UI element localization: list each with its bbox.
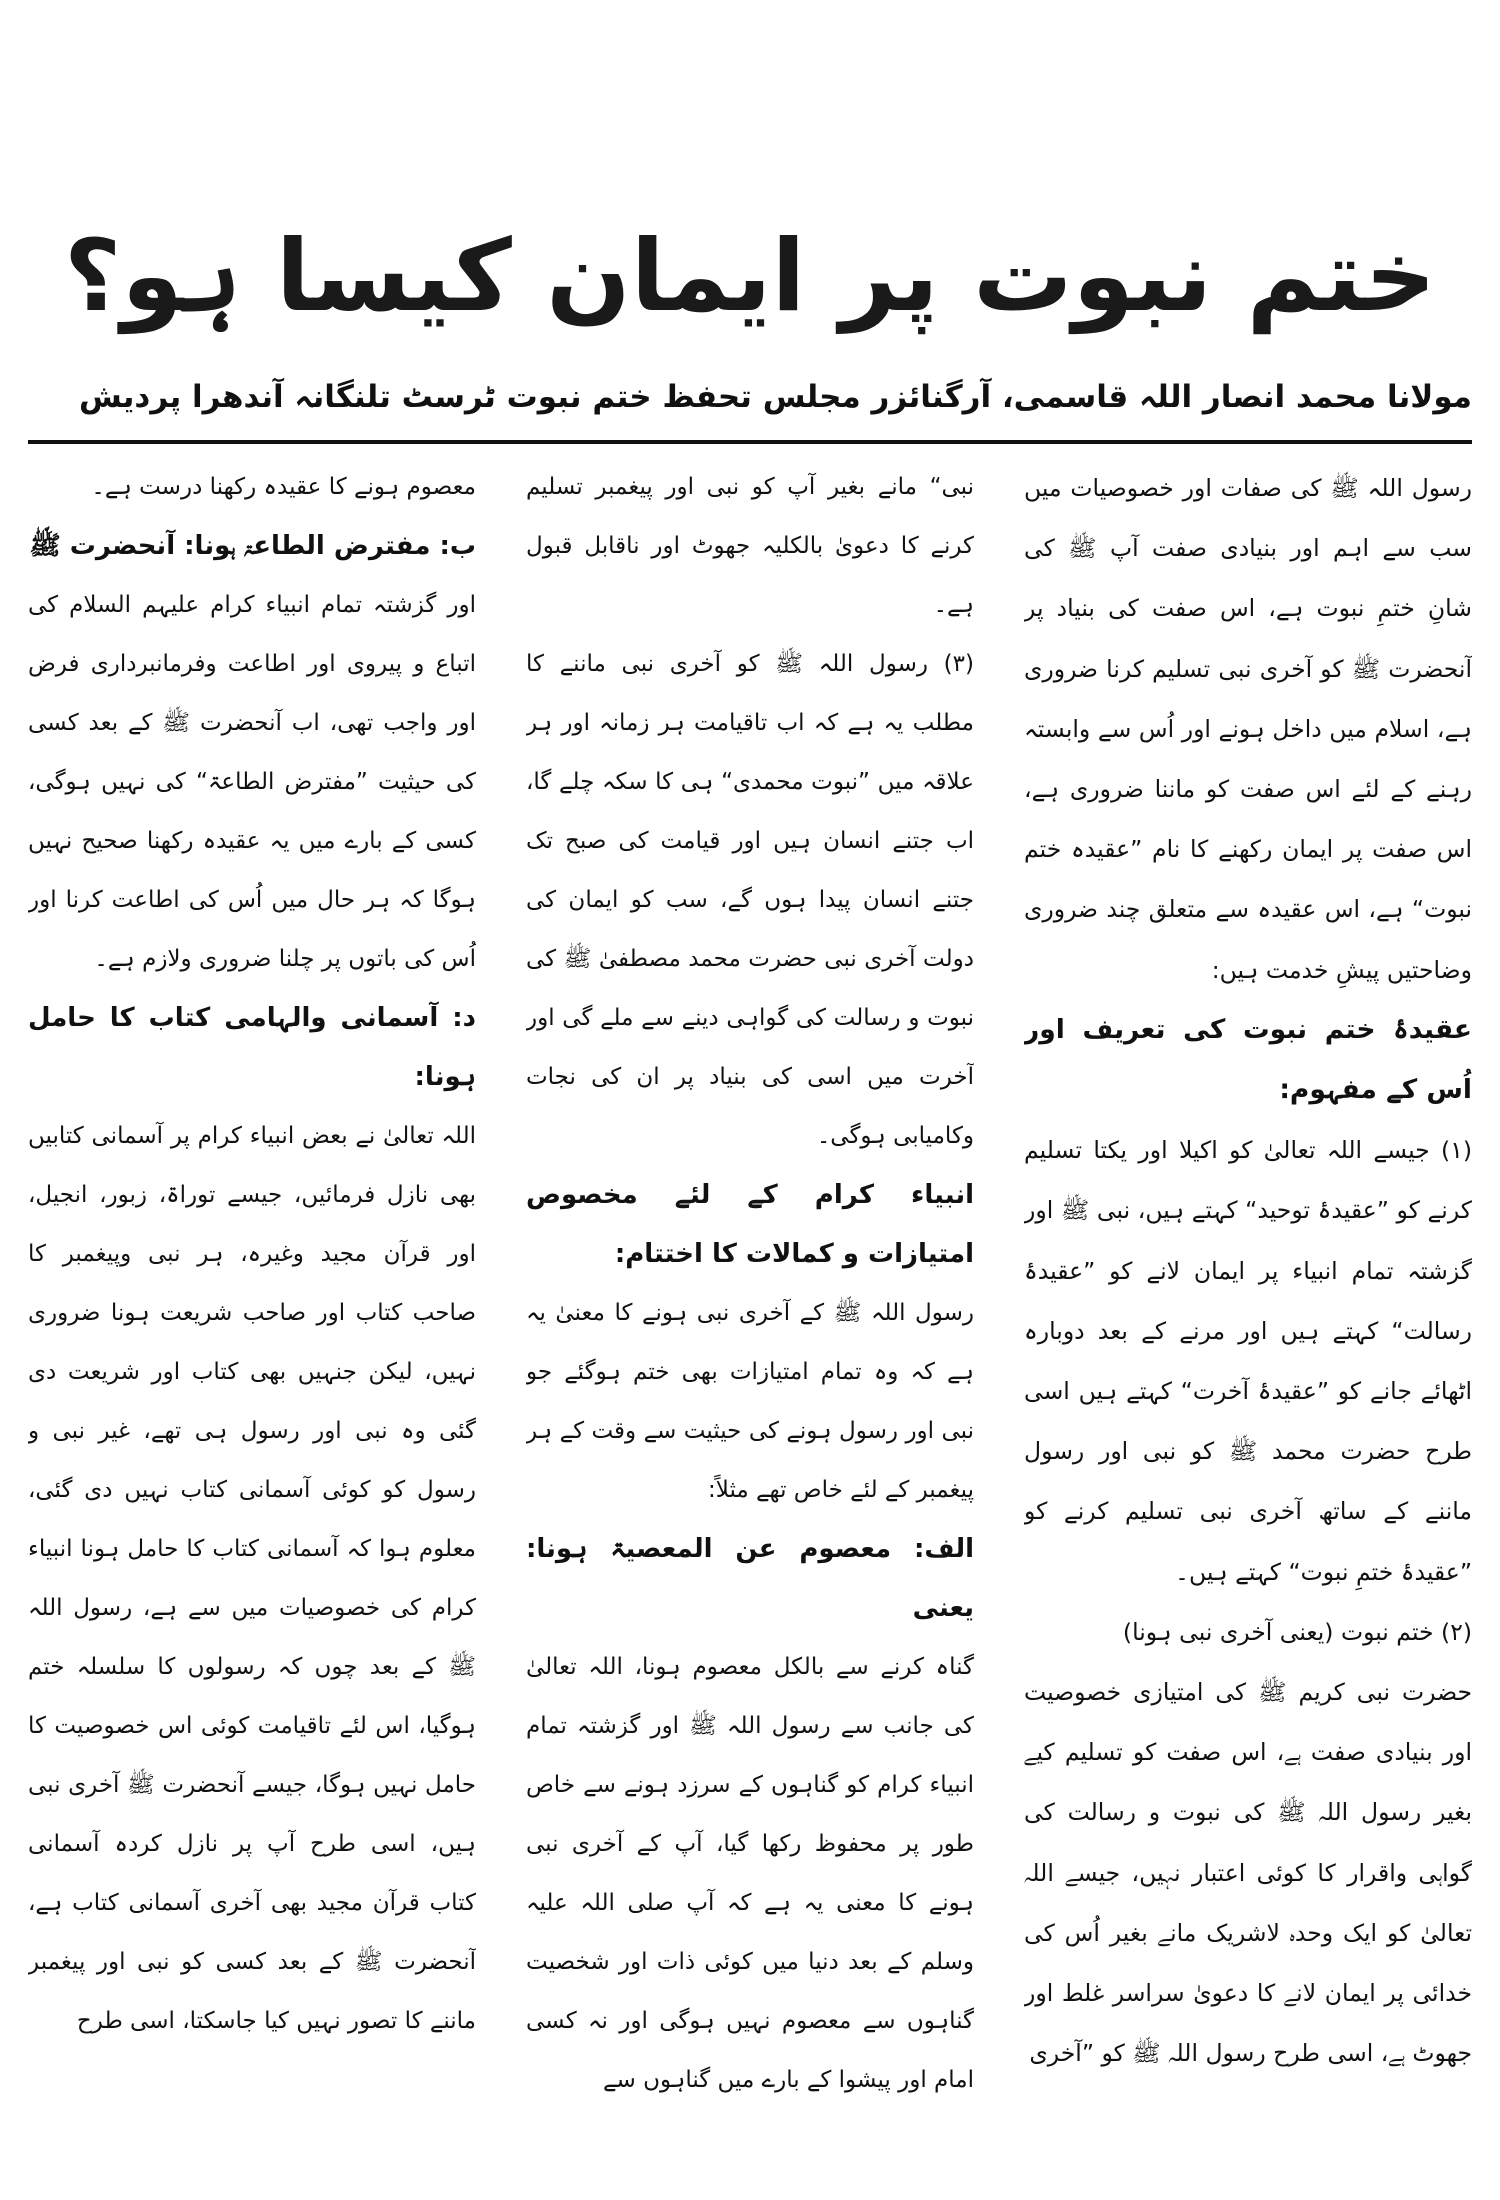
- paragraph: (۳) رسول اللہ ﷺ کو آخری نبی ماننے کا مطلب یہ ہے کہ اب تاقیامت ہر زمانہ اور ہر علاقہ میں ”نبوت محمدی“ ہی کا سکہ چلے گا، اب جتنے انسان ہیں اور قیامت کی صبح تک جتنے انسان پیدا ہوں گے، سب کو ایمان کی دولت آخری نبی حضرت محمد مصطفیٰ ﷺ کی نبوت و رسالت کی گواہی دینے سے ملے گی اور آخرت میں اسی کی بنیاد پر ان کی نجات وکامیابی ہوگی۔: [526, 651, 974, 1149]
- article-byline: مولانا محمد انصار اللہ قاسمی، آرگنائزر مجلس تحفظ ختم نبوت ٹرسٹ تلنگانہ آندھرا پردیش: [78, 379, 1472, 415]
- paragraph: معصوم ہونے کا عقیدہ رکھنا درست ہے۔: [91, 474, 476, 500]
- column-right: [1024, 458, 1472, 2176]
- paragraph: (۱) جیسے اللہ تعالیٰ کو اکیلا اور یکتا تسلیم کرنے کو ”عقیدۂ توحید“ کہتے ہیں، نبی ﷺ اور گزشتہ تمام انبیاء پر ایمان لانے کو ”عقیدۂ رسالت“ کہتے ہیں اور مرنے کے بعد دوبارہ اٹھائے جانے کو ”عقیدۂ آخرت“ کہتے ہیں اسی طرح حضرت محمد ﷺ کو نبی اور رسول ماننے کے ساتھ آخری نبی تسلیم کرنے کو ”عقیدۂ ختمِ نبوت“ کہتے ہیں۔: [1024, 1136, 1472, 1586]
- paragraph: حضرت نبی کریم ﷺ کی امتیازی خصوصیت اور بنیادی صفت ہے، اس صفت کو تسلیم کیے بغیر رسول اللہ ﷺ کی نبوت و رسالت کی گواہی واقرار کا کوئی اعتبار نہیں، جیسے اللہ تعالیٰ کو ایک وحدہ لاشریک مانے بغیر اُس کی خدائی پر ایمان لانے کا دعویٰ سراسر غلط اور جھوٹ ہے، اسی طرح رسول اللہ ﷺ کو ”آخری: [1024, 1678, 1472, 2068]
- subheading: الف: معصوم عن المعصیۃ ہونا: یعنی: [526, 1534, 974, 1623]
- paragraph: (۲) ختم نبوت (یعنی آخری نبی ہونا): [1122, 1617, 1472, 1646]
- paragraph: گناہ کرنے سے بالکل معصوم ہونا، اللہ تعالیٰ کی جانب سے رسول اللہ ﷺ اور گزشتہ تمام انبیاء کرام کو گناہوں کے سرزد ہونے سے خاص طور پر محفوظ رکھا گیا، آپ کے آخری نبی ہونے کا معنی یہ ہے کہ آپ صلی اللہ علیہ وسلم کے بعد دنیا میں کوئی ذات اور شخصیت گناہوں سے معصوم نہیں ہوگی اور نہ کسی امام اور پیشوا کے بارے میں گناہوں سے: [526, 1654, 974, 2093]
- subheading: ب: مفترض الطاعۃ ہونا: آنحضرت ﷺ: [29, 531, 476, 561]
- paragraph: رسول اللہ ﷺ کی صفات اور خصوصیات میں سب سے اہم اور بنیادی صفت آپ ﷺ کی شانِ ختمِ نبوت ہے، اس صفت کی بنیاد پر آنحضرت ﷺ کو آخری نبی تسلیم کرنا ضروری ہے، اسلام میں داخل ہونے اور اُس سے وابستہ رہنے کے لئے اس صفت کو ماننا ضروری ہے، اس صفت پر ایمان رکھنے کا نام ”عقیدہ ختم نبوت“ ہے، اس عقیدہ سے متعلق چند ضروری وضاحتیں پیشِ خدمت ہیں:: [1024, 474, 1472, 984]
- column-middle: [526, 458, 974, 2176]
- paragraph: رسول اللہ ﷺ کے آخری نبی ہونے کا معنیٰ یہ ہے کہ وہ تمام امتیازات بھی ختم ہوگئے جو نبی اور رسول ہونے کی حیثیت سے وقت کے ہر پیغمبر کے لئے خاص تھے مثلاً:: [526, 1300, 974, 1503]
- paragraph: اللہ تعالیٰ نے بعض انبیاء کرام پر آسمانی کتابیں بھی نازل فرمائیں، جیسے توراۃ، زبور، انجیل، اور قرآن مجید وغیرہ، ہر نبی وپیغمبر کا صاحب کتاب اور صاحب شریعت ہونا ضروری نہیں، لیکن جنہیں بھی کتاب اور شریعت دی گئی وہ نبی اور رسول ہی تھے، غیر نبی و رسول کو کوئی آسمانی کتاب نہیں دی گئی، معلوم ہوا کہ آسمانی کتاب کا حامل ہونا انبیاء کرام کی خصوصیات میں سے ہے، رسول اللہ ﷺ کے بعد چوں کہ رسولوں کا سلسلہ ختم ہوگیا، اس لئے تاقیامت کوئی اس خصوصیت کا حامل نہیں ہوگا، جیسے آنحضرت ﷺ آخری نبی ہیں، اسی طرح آپ پر نازل کردہ آسمانی کتاب قرآن مجید بھی آخری آسمانی کتاب ہے، آنحضرت ﷺ کے بعد کسی کو نبی اور پیغمبر ماننے کا تصور نہیں کیا جاسکتا، اسی طرح: [28, 1123, 476, 2034]
- article-headline: ختم نبوت پر ایمان کیسا ہو؟: [63, 218, 1437, 334]
- article-body: [28, 458, 1472, 2176]
- paragraph: نبی“ مانے بغیر آپ کو نبی اور پیغمبر تسلیم کرنے کا دعویٰ بالکلیہ جھوٹ اور ناقابل قبول ہے۔: [526, 474, 974, 618]
- subheading: عقیدۂ ختم نبوت کی تعریف اور اُس کے مفہوم:: [1024, 1013, 1472, 1106]
- column-left: [28, 458, 476, 2176]
- subheading: د: آسمانی والہامی کتاب کا حامل ہونا:: [28, 1003, 476, 1092]
- byline-divider: [28, 440, 1472, 444]
- subheading: انبیاء کرام کے لئے مخصوص امتیازات و کمالات کا اختتام:: [526, 1180, 974, 1269]
- paragraph: اور گزشتہ تمام انبیاء کرام علیہم السلام کی اتباع و پیروی اور اطاعت وفرمانبرداری فرض اور واجب تھی، اب آنحضرت ﷺ کے بعد کسی کی حیثیت ”مفترض الطاعۃ“ کی نہیں ہوگی، کسی کے بارے میں یہ عقیدہ رکھنا صحیح نہیں ہوگا کہ ہر حال میں اُس کی اطاعت کرنا اور اُس کی باتوں پر چلنا ضروری ولازم ہے۔: [28, 592, 476, 972]
